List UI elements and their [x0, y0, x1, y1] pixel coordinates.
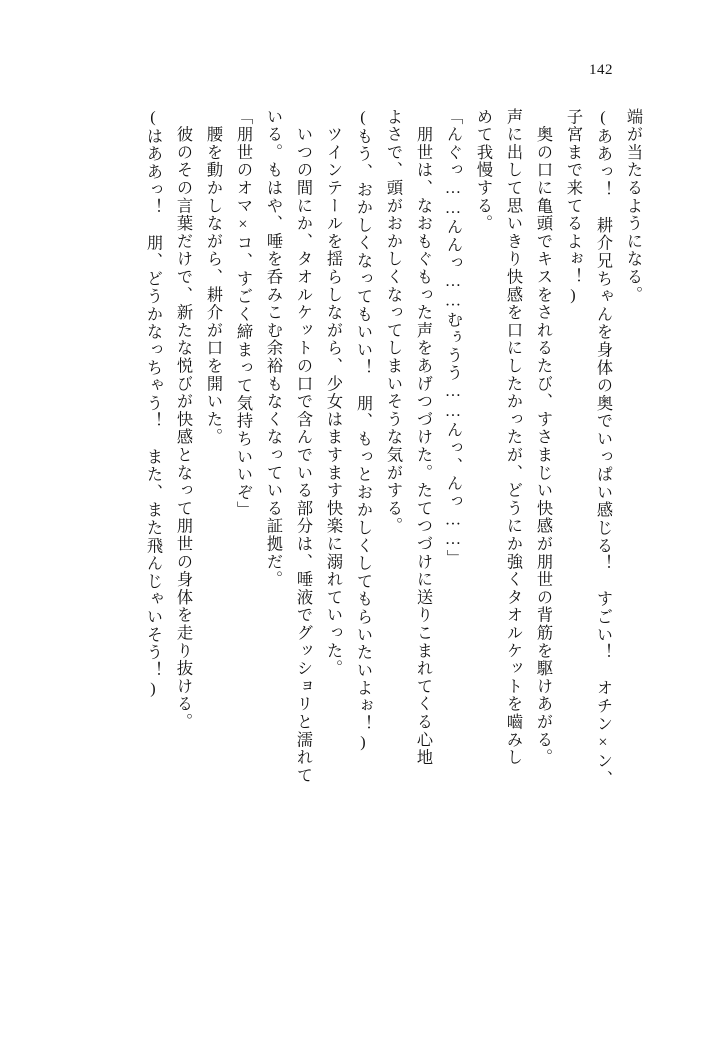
text-line: (ああっ！ 耕介兄ちゃんを身体の奥でいっぱい感じる！ すごい！ オチン×ン、: [594, 108, 612, 788]
text-line: (はああっ！ 朋、どうかなっちゃう！ また、また飛んじゃいそう！): [144, 108, 162, 699]
text-line: 「んぐっ……んんっ……むぅうう……んっ、んっ……」: [444, 108, 462, 568]
text-line: 奥の口に亀頭でキスをされるたび、すさまじい快感が朋世の背筋を駆けあがる。: [534, 108, 552, 767]
page-number: 142: [589, 62, 613, 78]
text-line: (もう、おかしくなってもいい！ 朋、もっとおかしくしてもらいたいよぉ！): [354, 108, 372, 753]
body-text-block: [62, 108, 641, 998]
text-line: 端が当たるようになる。: [624, 108, 642, 304]
text-line: いつの間にか、タオルケットの口で含んでいる部分は、唾液でグッショリと濡れて: [294, 108, 312, 785]
text-line: いる。もはや、唾を呑みこむ余裕もなくなっている証拠だ。: [264, 108, 282, 589]
text-line: 子宮まで来てるよぉ！): [564, 108, 582, 306]
text-line: めて我慢する。: [474, 108, 492, 233]
text-line: 「朋世のオマ×コ、すごく締まって気持ちいいぞ」: [234, 108, 252, 520]
text-line: 朋世は、なおもぐもった声をあげつづけた。たてつづけに送りこまれてくる心地: [414, 108, 432, 767]
text-line: ツインテールを揺らしながら、少女はますます快楽に溺れていった。: [324, 108, 342, 678]
text-line: よさで、頭がおかしくなってしまいそうな気がする。: [384, 108, 402, 536]
text-line: 彼のその言葉だけで、新たな悦びが快感となって朋世の身体を走り抜ける。: [174, 108, 192, 731]
text-line: 腰を動かしながら、耕介が口を開いた。: [204, 108, 222, 447]
text-line: 声に出して思いきり快感を口にしたかったが、どうにか強くタオルケットを嚙みし: [504, 108, 522, 767]
